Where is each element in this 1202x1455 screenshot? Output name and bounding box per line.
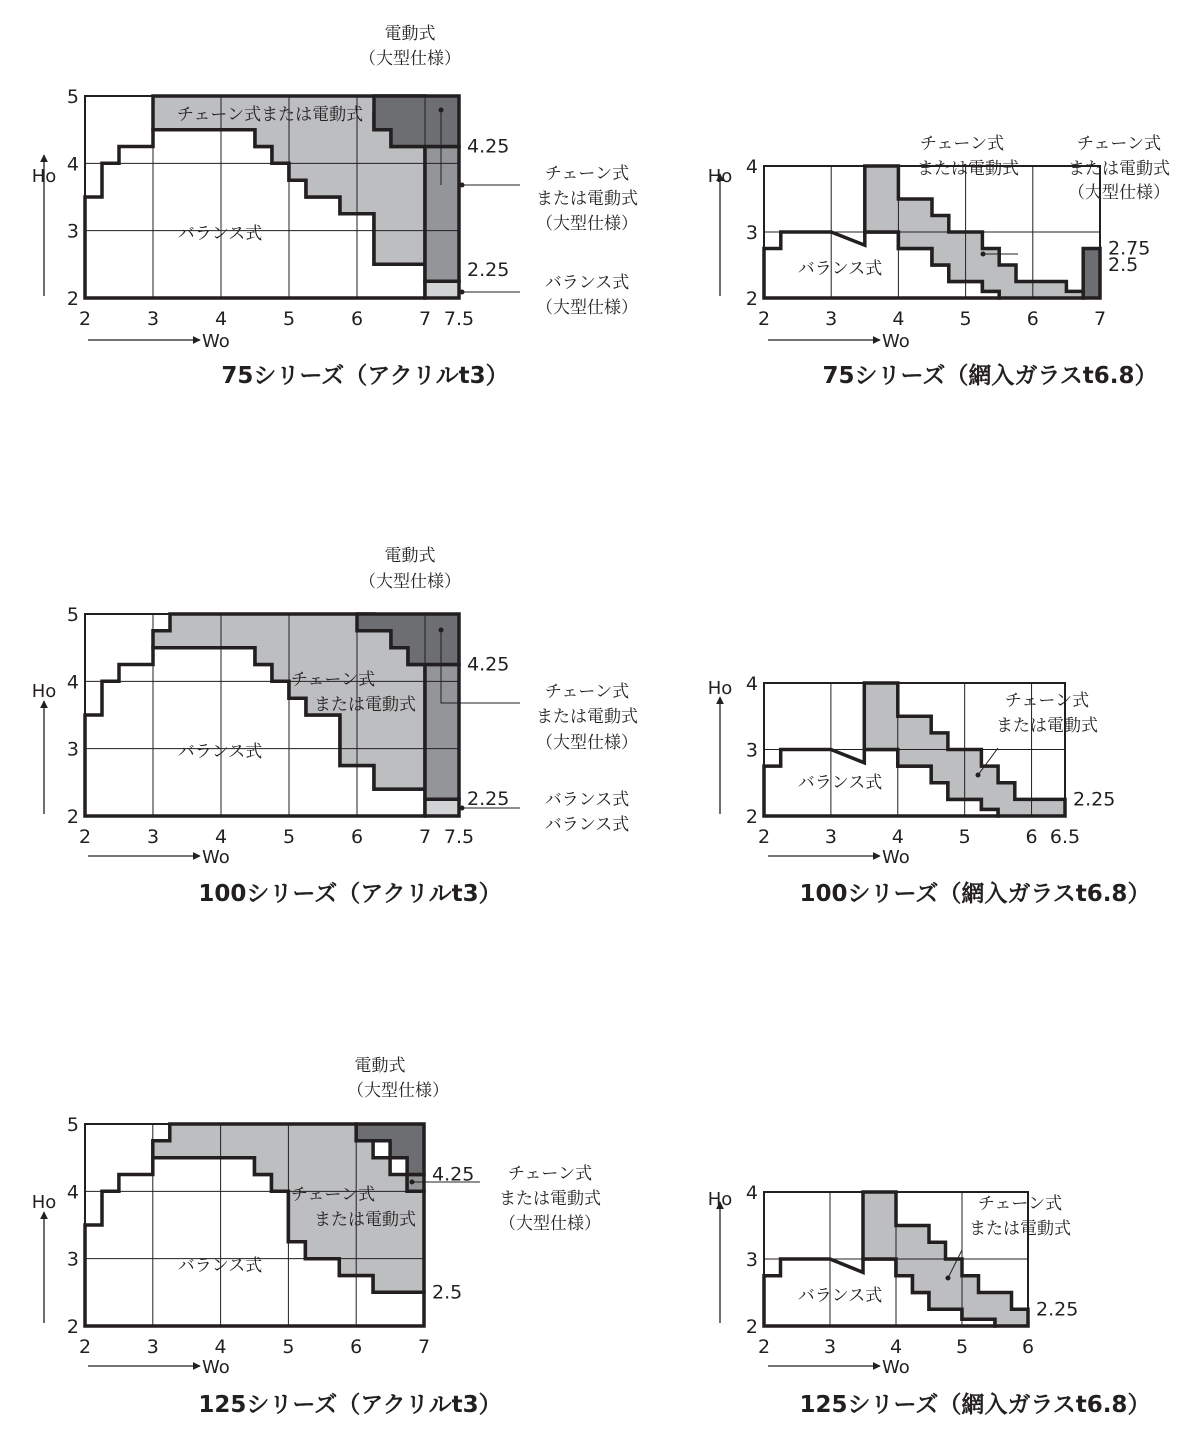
x-axis-label: Wo: [202, 331, 230, 352]
x-axis-label: Wo: [882, 1357, 910, 1378]
boundary-value-label: 2.75: [1108, 237, 1151, 260]
region-label: バランス式: [797, 1286, 883, 1306]
boundary-value-label: 2.25: [1036, 1298, 1079, 1321]
x-tick-label: 2: [757, 1336, 771, 1358]
boundary-value-label: 2.5: [1108, 254, 1139, 276]
annotation-label: または電動式: [499, 1189, 601, 1209]
x-tick-label: 3: [825, 308, 838, 330]
y-axis-label: Ho: [31, 166, 57, 187]
annotation-label: または電動式: [314, 695, 416, 715]
annotation-label: または電動式: [1068, 159, 1170, 179]
x-tick-label: 4: [214, 826, 228, 848]
leader-dot-1: [460, 183, 465, 188]
x-axis-label: Wo: [882, 847, 910, 868]
x-tick-label: 2: [757, 308, 771, 330]
annotation-label: チェーン式: [1076, 134, 1162, 154]
x-tick-label: 3: [146, 308, 160, 330]
x-axis-label: Wo: [202, 847, 230, 868]
y-tick-label: 4: [745, 1182, 758, 1204]
boundary-value-label: 2.25: [467, 788, 510, 811]
boundary-value-label: 2.5: [432, 1281, 463, 1304]
region-label: チェーン式または電動式: [176, 105, 364, 125]
region-label: バランス式: [177, 224, 263, 244]
region-label: バランス式: [177, 1256, 263, 1276]
x-tick-label: 5: [282, 1336, 295, 1358]
annotation-label: （大型仕様）: [499, 1214, 601, 1234]
annotation-label: または電動式: [536, 707, 638, 727]
leader-dot-4: [439, 628, 444, 633]
x-tick-label: 7: [418, 826, 432, 848]
x-tick-label: 6: [1026, 308, 1039, 330]
chart-title: 75シリーズ（網入ガラスt6.8）: [822, 363, 1158, 389]
x-tick-label: 5: [959, 308, 972, 330]
boundary-value-label: 4.25: [467, 653, 510, 676]
leader-dot-7: [410, 1180, 415, 1185]
region-label: バランス式: [797, 773, 883, 793]
x-tick-label: 4: [214, 1336, 227, 1358]
region-label: バランス式: [177, 742, 263, 762]
x-tick-label: 6: [350, 308, 364, 330]
x-tick-label: 4: [891, 826, 904, 848]
x-tick-label: 3: [823, 1336, 837, 1358]
y-tick-label: 4: [66, 671, 79, 694]
y-tick-label: 2: [745, 806, 758, 828]
leader-dot-5: [460, 806, 465, 811]
annotation-label: チェーン式: [544, 164, 630, 184]
annotation-label: チェーン式: [919, 134, 1005, 154]
leader-dot-8: [946, 1276, 951, 1281]
leader-dot-2: [460, 290, 465, 295]
annotation-label: （大型仕様）: [347, 1081, 449, 1101]
x-tick-label: 7: [418, 308, 432, 330]
boundary-value-label: 4.25: [467, 135, 510, 158]
annotation-label: （大型仕様）: [359, 572, 461, 592]
x-tick-label: 5: [282, 826, 296, 848]
x-tick-label: 7: [417, 1336, 431, 1358]
annotation-label: （大型仕様）: [536, 214, 638, 234]
x-tick-label: 2: [78, 1336, 92, 1358]
x-tick-label: 3: [824, 826, 837, 848]
region-3: [407, 1175, 424, 1192]
y-axis-label: Ho: [31, 681, 57, 702]
annotation-label: または電動式: [969, 1219, 1071, 1239]
region-label: バランス式: [797, 259, 883, 279]
x-tick-label: 3: [146, 826, 160, 848]
annotation-label: チェーン式: [290, 670, 376, 690]
chart-title: 125シリーズ（アクリルt3）: [198, 1392, 502, 1418]
annotation-label: （大型仕様）: [536, 733, 638, 753]
y-tick-label: 5: [66, 604, 79, 626]
y-tick-label: 4: [745, 673, 758, 695]
x-tick-label: 6: [350, 1336, 363, 1358]
x-tick-label: 5: [958, 826, 971, 848]
leader-dot-6: [976, 773, 981, 778]
y-tick-label: 5: [66, 1114, 79, 1136]
x-tick-label: 6: [1021, 1336, 1035, 1358]
x-tick-label: 4: [889, 1336, 903, 1358]
x-tick-label: 6.5: [1049, 826, 1081, 848]
region-3: [1083, 249, 1100, 299]
x-axis-label: Wo: [202, 1357, 230, 1378]
annotation-label: 電動式: [354, 1056, 406, 1076]
x-tick-label: 6: [350, 826, 364, 848]
y-tick-label: 4: [66, 153, 79, 176]
annotation-label: 電動式: [384, 546, 436, 566]
chart-title: 75シリーズ（アクリルt3）: [221, 363, 509, 389]
x-tick-label: 5: [955, 1336, 969, 1358]
x-tick-label: 7.5: [443, 826, 475, 848]
chart-title: 100シリーズ（アクリルt3）: [198, 881, 502, 907]
annotation-label: （大型仕様）: [536, 298, 638, 318]
annotation-label: チェーン式: [507, 1164, 593, 1184]
x-tick-label: 2: [78, 826, 92, 848]
boundary-value-label: 4.25: [432, 1163, 475, 1186]
region-3: [425, 799, 459, 816]
annotation-label: または電動式: [536, 189, 638, 209]
chart-title: 100シリーズ（網入ガラスt6.8）: [799, 881, 1151, 907]
y-axis-label: Ho: [707, 166, 733, 187]
annotation-label: チェーン式: [1004, 691, 1090, 711]
annotation-label: チェーン式: [977, 1194, 1063, 1214]
x-tick-label: 7.5: [443, 308, 475, 330]
y-tick-label: 3: [66, 738, 79, 761]
annotation-label: （大型仕様）: [359, 49, 461, 69]
x-tick-label: 3: [146, 1336, 159, 1358]
chart-4: [708, 673, 1151, 907]
y-tick-label: 4: [745, 156, 758, 178]
y-axis-label: Ho: [707, 678, 733, 699]
chart-1: [32, 24, 638, 389]
y-tick-label: 4: [66, 1181, 79, 1204]
annotation-label: （大型仕様）: [1068, 183, 1170, 203]
region-3: [425, 281, 459, 298]
annotation-label: バランス式: [544, 790, 630, 810]
y-tick-label: 3: [66, 1248, 79, 1271]
y-tick-label: 3: [745, 739, 758, 762]
y-tick-label: 2: [66, 288, 79, 310]
leader-dot-0: [439, 108, 444, 113]
annotation-label: または電動式: [314, 1210, 416, 1230]
chart-6: [708, 1182, 1151, 1418]
chart-5: [32, 1056, 601, 1418]
annotation-label: または電動式: [996, 716, 1098, 736]
x-axis-label: Wo: [882, 331, 910, 352]
annotation-label: チェーン式: [544, 682, 630, 702]
chart-3: [32, 546, 638, 907]
x-tick-label: 4: [214, 308, 228, 330]
x-tick-label: 5: [282, 308, 296, 330]
y-tick-label: 3: [745, 222, 758, 244]
x-tick-label: 2: [78, 308, 92, 330]
chart-title: 125シリーズ（網入ガラスt6.8）: [799, 1392, 1151, 1418]
annotation-label: バランス式: [544, 273, 630, 293]
y-tick-label: 3: [745, 1249, 758, 1271]
chart-2: [708, 134, 1170, 389]
y-tick-label: 3: [66, 220, 79, 243]
annotation-label: チェーン式: [290, 1185, 376, 1205]
y-axis-label: Ho: [31, 1192, 57, 1213]
y-tick-label: 2: [745, 1316, 758, 1338]
y-axis-label: Ho: [707, 1189, 733, 1210]
y-tick-label: 2: [66, 1316, 79, 1338]
x-tick-label: 2: [757, 826, 771, 848]
leader-dot-3: [981, 252, 986, 257]
annotation-label: 電動式: [384, 24, 436, 44]
x-tick-label: 4: [892, 308, 905, 330]
y-tick-label: 5: [66, 86, 79, 108]
x-tick-label: 7: [1093, 308, 1107, 330]
y-tick-label: 2: [745, 288, 758, 310]
boundary-value-label: 2.25: [1073, 788, 1116, 811]
annotation-label: バランス式: [544, 815, 630, 835]
annotation-label: または電動式: [917, 159, 1019, 179]
y-tick-label: 2: [66, 806, 79, 828]
x-tick-label: 6: [1025, 826, 1038, 848]
boundary-value-label: 2.25: [467, 259, 510, 282]
